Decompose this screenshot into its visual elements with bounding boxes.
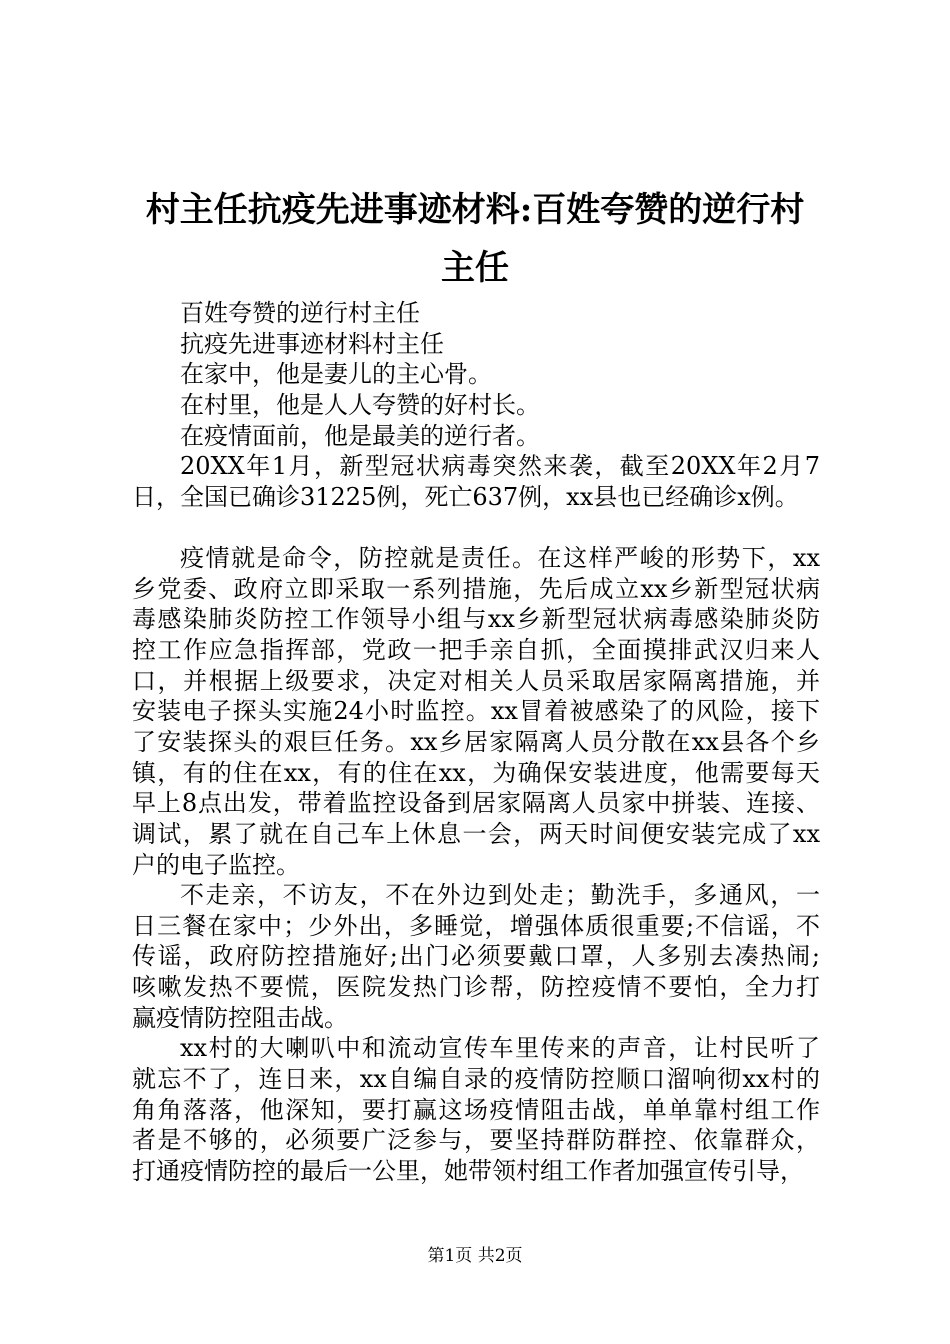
paragraph-line: xx村的大喇叭中和流动宣传车里传来的声音，让村民听了 <box>180 1034 820 1063</box>
paragraph-line: 毒感染肺炎防控工作领导小组与xx乡新型冠状病毒感染肺炎防 <box>132 605 820 634</box>
page-number: 第1页 共2页 <box>427 1246 523 1266</box>
paragraph-line: 不走亲，不访友，不在外边到处走；勤洗手，多通风，一 <box>180 881 820 910</box>
paragraph-line: 早上8点出发，带着监控设备到居家隔离人员家中拼装、连接、 <box>132 789 820 818</box>
paragraph-line: 在村里，他是人人夸赞的好村长。 <box>180 390 540 419</box>
paragraph <box>132 543 820 880</box>
paragraph-line: 者是不够的，必须要广泛参与，要坚持群防群控、依靠群众， <box>132 1126 820 1155</box>
paragraph-line: 口，并根据上级要求，决定对相关人员采取居家隔离措施，并 <box>132 666 820 695</box>
paragraph-line: 咳嗽发热不要慌，医院发热门诊帮，防控疫情不要怕，全力打 <box>132 973 820 1002</box>
paragraph-line: 调试，累了就在自己车上休息一会，两天时间便安装完成了xx <box>132 819 820 848</box>
paragraph-line: 控工作应急指挥部，党政一把手亲自抓，全面摸排武汉归来人 <box>132 636 820 665</box>
paragraph <box>132 421 820 452</box>
title-line: 主任 <box>441 248 509 288</box>
paragraph-line: 角角落落，他深知，要打赢这场疫情阻击战，单单靠村组工作 <box>132 1095 820 1124</box>
paragraph-line: 传谣，政府防控措施好;出门必须要戴口罩，人多别去凑热闹; <box>132 942 820 971</box>
paragraph <box>132 359 820 390</box>
paragraph-line: 就忘不了，连日来，xx自编自录的疫情防控顺口溜响彻xx村的 <box>132 1065 820 1094</box>
paragraph-line: 日，全国已确诊31225例，死亡637例，xx县也已经确诊x例。 <box>132 482 799 511</box>
document-title <box>60 181 890 297</box>
document-body <box>132 298 820 1187</box>
paragraph-line: 赢疫情防控阻击战。 <box>132 1003 348 1032</box>
paragraph <box>132 298 820 329</box>
paragraph <box>132 329 820 360</box>
paragraph <box>132 390 820 421</box>
paragraph-line: 百姓夸赞的逆行村主任 <box>180 299 420 327</box>
title-line: 村主任抗疫先进事迹材料:百姓夸赞的逆行村 <box>145 190 805 230</box>
page-footer <box>0 1244 950 1268</box>
paragraph-line: 镇，有的住在xx，有的住在xx，为确保安装进度，他需要每天 <box>132 758 820 787</box>
paragraph-line: 乡党委、政府立即采取一系列措施，先后成立xx乡新型冠状病 <box>132 574 820 603</box>
paragraph <box>132 880 820 1033</box>
paragraph-line: 打通疫情防控的最后一公里，她带领村组工作者加强宣传引导， <box>132 1156 804 1185</box>
paragraph-line: 20XX年1月，新型冠状病毒突然来袭，截至20XX年2月7 <box>180 452 820 481</box>
paragraph-line: 在疫情面前，他是最美的逆行者。 <box>180 421 540 450</box>
paragraph-line: 日三餐在家中；少外出，多睡觉，增强体质很重要;不信谣，不 <box>132 911 820 940</box>
paragraph-line: 了安装探头的艰巨任务。xx乡居家隔离人员分散在xx县各个乡 <box>132 727 820 756</box>
paragraph <box>132 451 820 512</box>
paragraph <box>132 1033 820 1186</box>
paragraph-line: 抗疫先进事迹材料村主任 <box>180 329 444 358</box>
paragraph-line: 户的电子监控。 <box>132 850 300 879</box>
paragraph-line: 安装电子探头实施24小时监控。xx冒着被感染了的风险，接下 <box>132 697 820 726</box>
paragraph-line: 在家中，他是妻儿的主心骨。 <box>180 360 492 389</box>
paragraph-line: 疫情就是命令，防控就是责任。在这样严峻的形势下，xx <box>180 544 820 573</box>
